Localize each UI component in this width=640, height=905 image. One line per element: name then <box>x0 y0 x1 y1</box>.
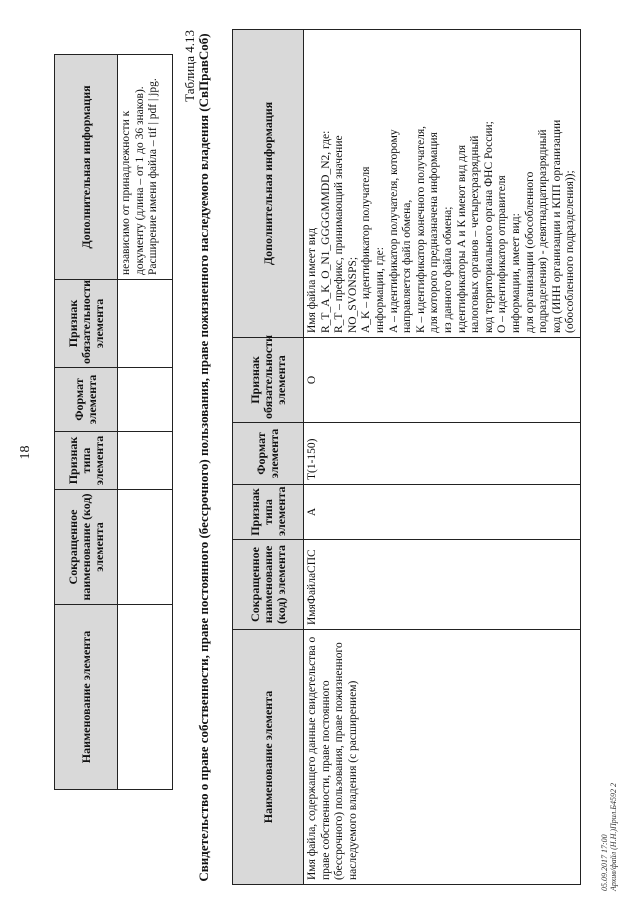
info-line: информации, где: <box>373 247 386 333</box>
info-line: код (ИНН организации и КПП организации <box>550 119 563 333</box>
info-line: налоговых органов – четырехразрядный <box>469 135 482 333</box>
header-mandatory: Признак обязательности элемента <box>55 280 118 368</box>
table-row <box>118 55 173 790</box>
info-line: идентификаторы А и К имеют вид для <box>455 144 468 333</box>
info-line: направляется файл обмена, <box>401 199 414 333</box>
cell-type: А <box>304 485 581 540</box>
header-type: Признак типа элемента <box>55 432 118 490</box>
header-code: Сокращенное наименование (код) элемента <box>55 490 118 605</box>
archive-stamp <box>600 783 618 891</box>
table-header-row <box>233 30 304 885</box>
table-row <box>304 30 581 885</box>
cell-info <box>304 30 581 338</box>
info-line: О – идентификатор отправителя <box>496 175 509 333</box>
cell-code <box>118 490 173 605</box>
cell-format: T(1-150) <box>304 423 581 485</box>
header-type: Признак типа элемента <box>233 485 304 540</box>
stamp-line: Архив/файл (Н.Н.)Прил.Б4592 2 <box>609 782 618 891</box>
info-line: Имя файла имеет вид <box>306 227 318 333</box>
cell-format <box>118 368 173 432</box>
cell-mandatory: О <box>304 338 581 423</box>
info-line: Расширение имени файла – tif | pdf | jpg. <box>147 78 160 275</box>
info-line: информации, имеет вид: <box>509 213 522 333</box>
header-mandatory: Признак обязательности элемента <box>233 338 304 423</box>
info-line: для организации (обособленного <box>523 171 536 333</box>
info-line: R_T – префикс, принимающий значение <box>333 135 346 333</box>
info-line: К – идентификатор конечного получателя, <box>414 125 427 333</box>
header-info: Дополнительная информация <box>233 30 304 338</box>
table-4-13 <box>232 29 581 885</box>
cell-mandatory <box>118 280 173 368</box>
stamp-line: 05.09.2017 17:00 <box>600 834 609 891</box>
header-info: Дополнительная информация <box>55 55 118 280</box>
table-title: Свидетельство о праве собственности, праве постоянного (бессрочного) пользования, праве пожизненного наследуемого владения (СвПравСоб) <box>196 33 211 882</box>
header-format: Формат элемента <box>55 368 118 432</box>
info-line: (обособленного подразделения)); <box>564 170 577 333</box>
page-number: 18 <box>18 445 33 460</box>
cell-name <box>118 605 173 790</box>
info-line: документу (длина – от 1 до 36 знаков). <box>133 86 146 275</box>
header-name: Наименование элемента <box>233 630 304 885</box>
header-format: Формат элемента <box>233 423 304 485</box>
info-line: A_K – идентификатор получателя <box>360 166 373 333</box>
header-name: Наименование элемента <box>55 605 118 790</box>
info-line: NO_SVONSPS; <box>346 256 359 333</box>
continuation-table <box>54 54 173 790</box>
header-code: Сокращенное наименование (код) элемента <box>233 540 304 630</box>
cell-type <box>118 432 173 490</box>
cell-code: ИмяФайлаСПС <box>304 540 581 630</box>
info-line: код территориального органа ФНС России; <box>482 121 495 333</box>
table-number: Таблица 4.13 <box>182 30 197 102</box>
info-line: из данного файла обмена; <box>441 206 454 333</box>
info-line: R_T_A_K_O_N1_GGGGMMDD_N2, где: <box>319 130 332 333</box>
info-line: подразделения) - девятнадцатиразрядный <box>537 129 550 333</box>
cell-name: Имя файла, содержащего данные свидетельства о праве собственности, праве постоянного (бессрочного) пользования, праве пожизненного наследуемого владения (с расширением) <box>304 630 581 885</box>
info-line: А – идентификатор получателя, которому <box>387 129 400 333</box>
info-line: независимо от принадлежности к <box>120 110 132 275</box>
table-header-row <box>55 55 118 790</box>
info-line: для которого предназначена информация <box>428 132 441 333</box>
cell-info <box>118 55 173 280</box>
